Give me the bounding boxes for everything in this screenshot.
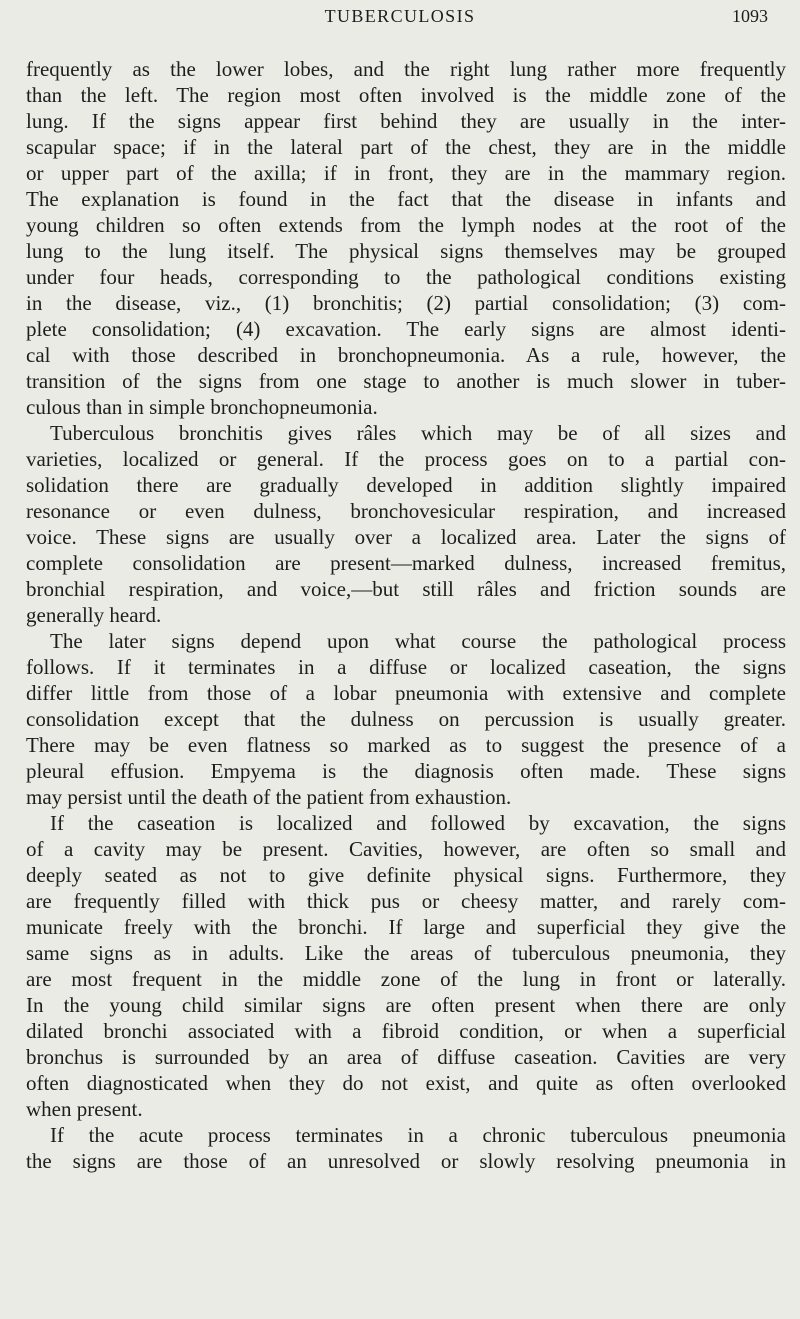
text-line: are most frequent in the middle zone of the lung in front or laterally. — [26, 967, 786, 991]
text-line: voice. These signs are usually over a localized area. Later the signs of — [26, 525, 786, 549]
text-line: follows. If it terminates in a diffuse or localized caseation, the signs — [26, 655, 786, 679]
text-line: plete consolidation; (4) excavation. The early signs are almost identi- — [26, 317, 786, 341]
text-line: than the left. The region most often involved is the middle zone of the — [26, 83, 786, 107]
text-line: complete consolidation are present—marked dulness, increased fremitus, — [26, 551, 786, 575]
text-line: If the acute process terminates in a chronic tuberculous pneumonia — [50, 1123, 786, 1147]
text-line: cal with those described in bronchopneumonia. As a rule, however, the — [26, 343, 786, 367]
text-line: consolidation except that the dulness on percussion is usually greater. — [26, 707, 786, 731]
text-line: municate freely with the bronchi. If large and superficial they give the — [26, 915, 786, 939]
running-title: TUBERCULOSIS — [324, 6, 476, 26]
text-line: transition of the signs from one stage to another is much slower in tuber- — [26, 369, 786, 393]
text-line: of a cavity may be present. Cavities, however, are often so small and — [26, 837, 786, 861]
text-line: young children so often extends from the lymph nodes at the root of the — [26, 213, 786, 237]
text-line: the signs are those of an unresolved or slowly resolving pneumonia in — [26, 1149, 786, 1173]
text-line: or upper part of the axilla; if in front, they are in the mammary region. — [26, 161, 786, 185]
text-line: in the disease, viz., (1) bronchitis; (2) partial consolidation; (3) com- — [26, 291, 786, 315]
text-line: dilated bronchi associated with a fibroid condition, or when a superficial — [26, 1019, 786, 1043]
text-line: lung. If the signs appear first behind they are usually in the inter- — [26, 109, 786, 133]
text-line: lung to the lung itself. The physical signs themselves may be grouped — [26, 239, 786, 263]
text-line: culous than in simple bronchopneumonia. — [26, 395, 378, 419]
text-line: deeply seated as not to give definite physical signs. Furthermore, they — [26, 863, 786, 887]
text-line: The later signs depend upon what course the pathological process — [50, 629, 786, 653]
text-line: resonance or even dulness, bronchovesicular respiration, and increased — [26, 499, 786, 523]
text-line: under four heads, corresponding to the pathological conditions existing — [26, 265, 786, 289]
text-line: varieties, localized or general. If the process goes on to a partial con- — [26, 447, 786, 471]
text-line: are frequently filled with thick pus or cheesy matter, and rarely com- — [26, 889, 786, 913]
text-line: may persist until the death of the patient from exhaustion. — [26, 785, 512, 809]
page-number: 1093 — [732, 6, 768, 26]
text-line: In the young child similar signs are often present when there are only — [26, 993, 786, 1017]
text-line: when present. — [26, 1097, 143, 1121]
text-line: same signs as in adults. Like the areas of tuberculous pneumonia, they — [26, 941, 786, 965]
text-line: frequently as the lower lobes, and the right lung rather more frequently — [26, 57, 786, 81]
text-line: bronchus is surrounded by an area of diffuse caseation. Cavities are very — [26, 1045, 786, 1069]
text-line: If the caseation is localized and followed by excavation, the signs — [50, 811, 786, 835]
body-text — [26, 56, 786, 1174]
text-line: solidation there are gradually developed in addition slightly impaired — [26, 473, 786, 497]
text-line: Tuberculous bronchitis gives râles which may be of all sizes and — [50, 421, 786, 445]
text-line: often diagnosticated when they do not exist, and quite as often overlooked — [26, 1071, 786, 1095]
text-line: bronchial respiration, and voice,—but still râles and friction sounds are — [26, 577, 786, 601]
text-line: generally heard. — [26, 603, 162, 627]
running-head — [0, 0, 800, 40]
text-line: There may be even flatness so marked as to suggest the presence of a — [26, 733, 786, 757]
text-line: differ little from those of a lobar pneumonia with extensive and complete — [26, 681, 786, 705]
text-line: scapular space; if in the lateral part of the chest, they are in the middle — [26, 135, 786, 159]
text-line: pleural effusion. Empyema is the diagnosis often made. These signs — [26, 759, 786, 783]
text-line: The explanation is found in the fact that the disease in infants and — [26, 187, 786, 211]
